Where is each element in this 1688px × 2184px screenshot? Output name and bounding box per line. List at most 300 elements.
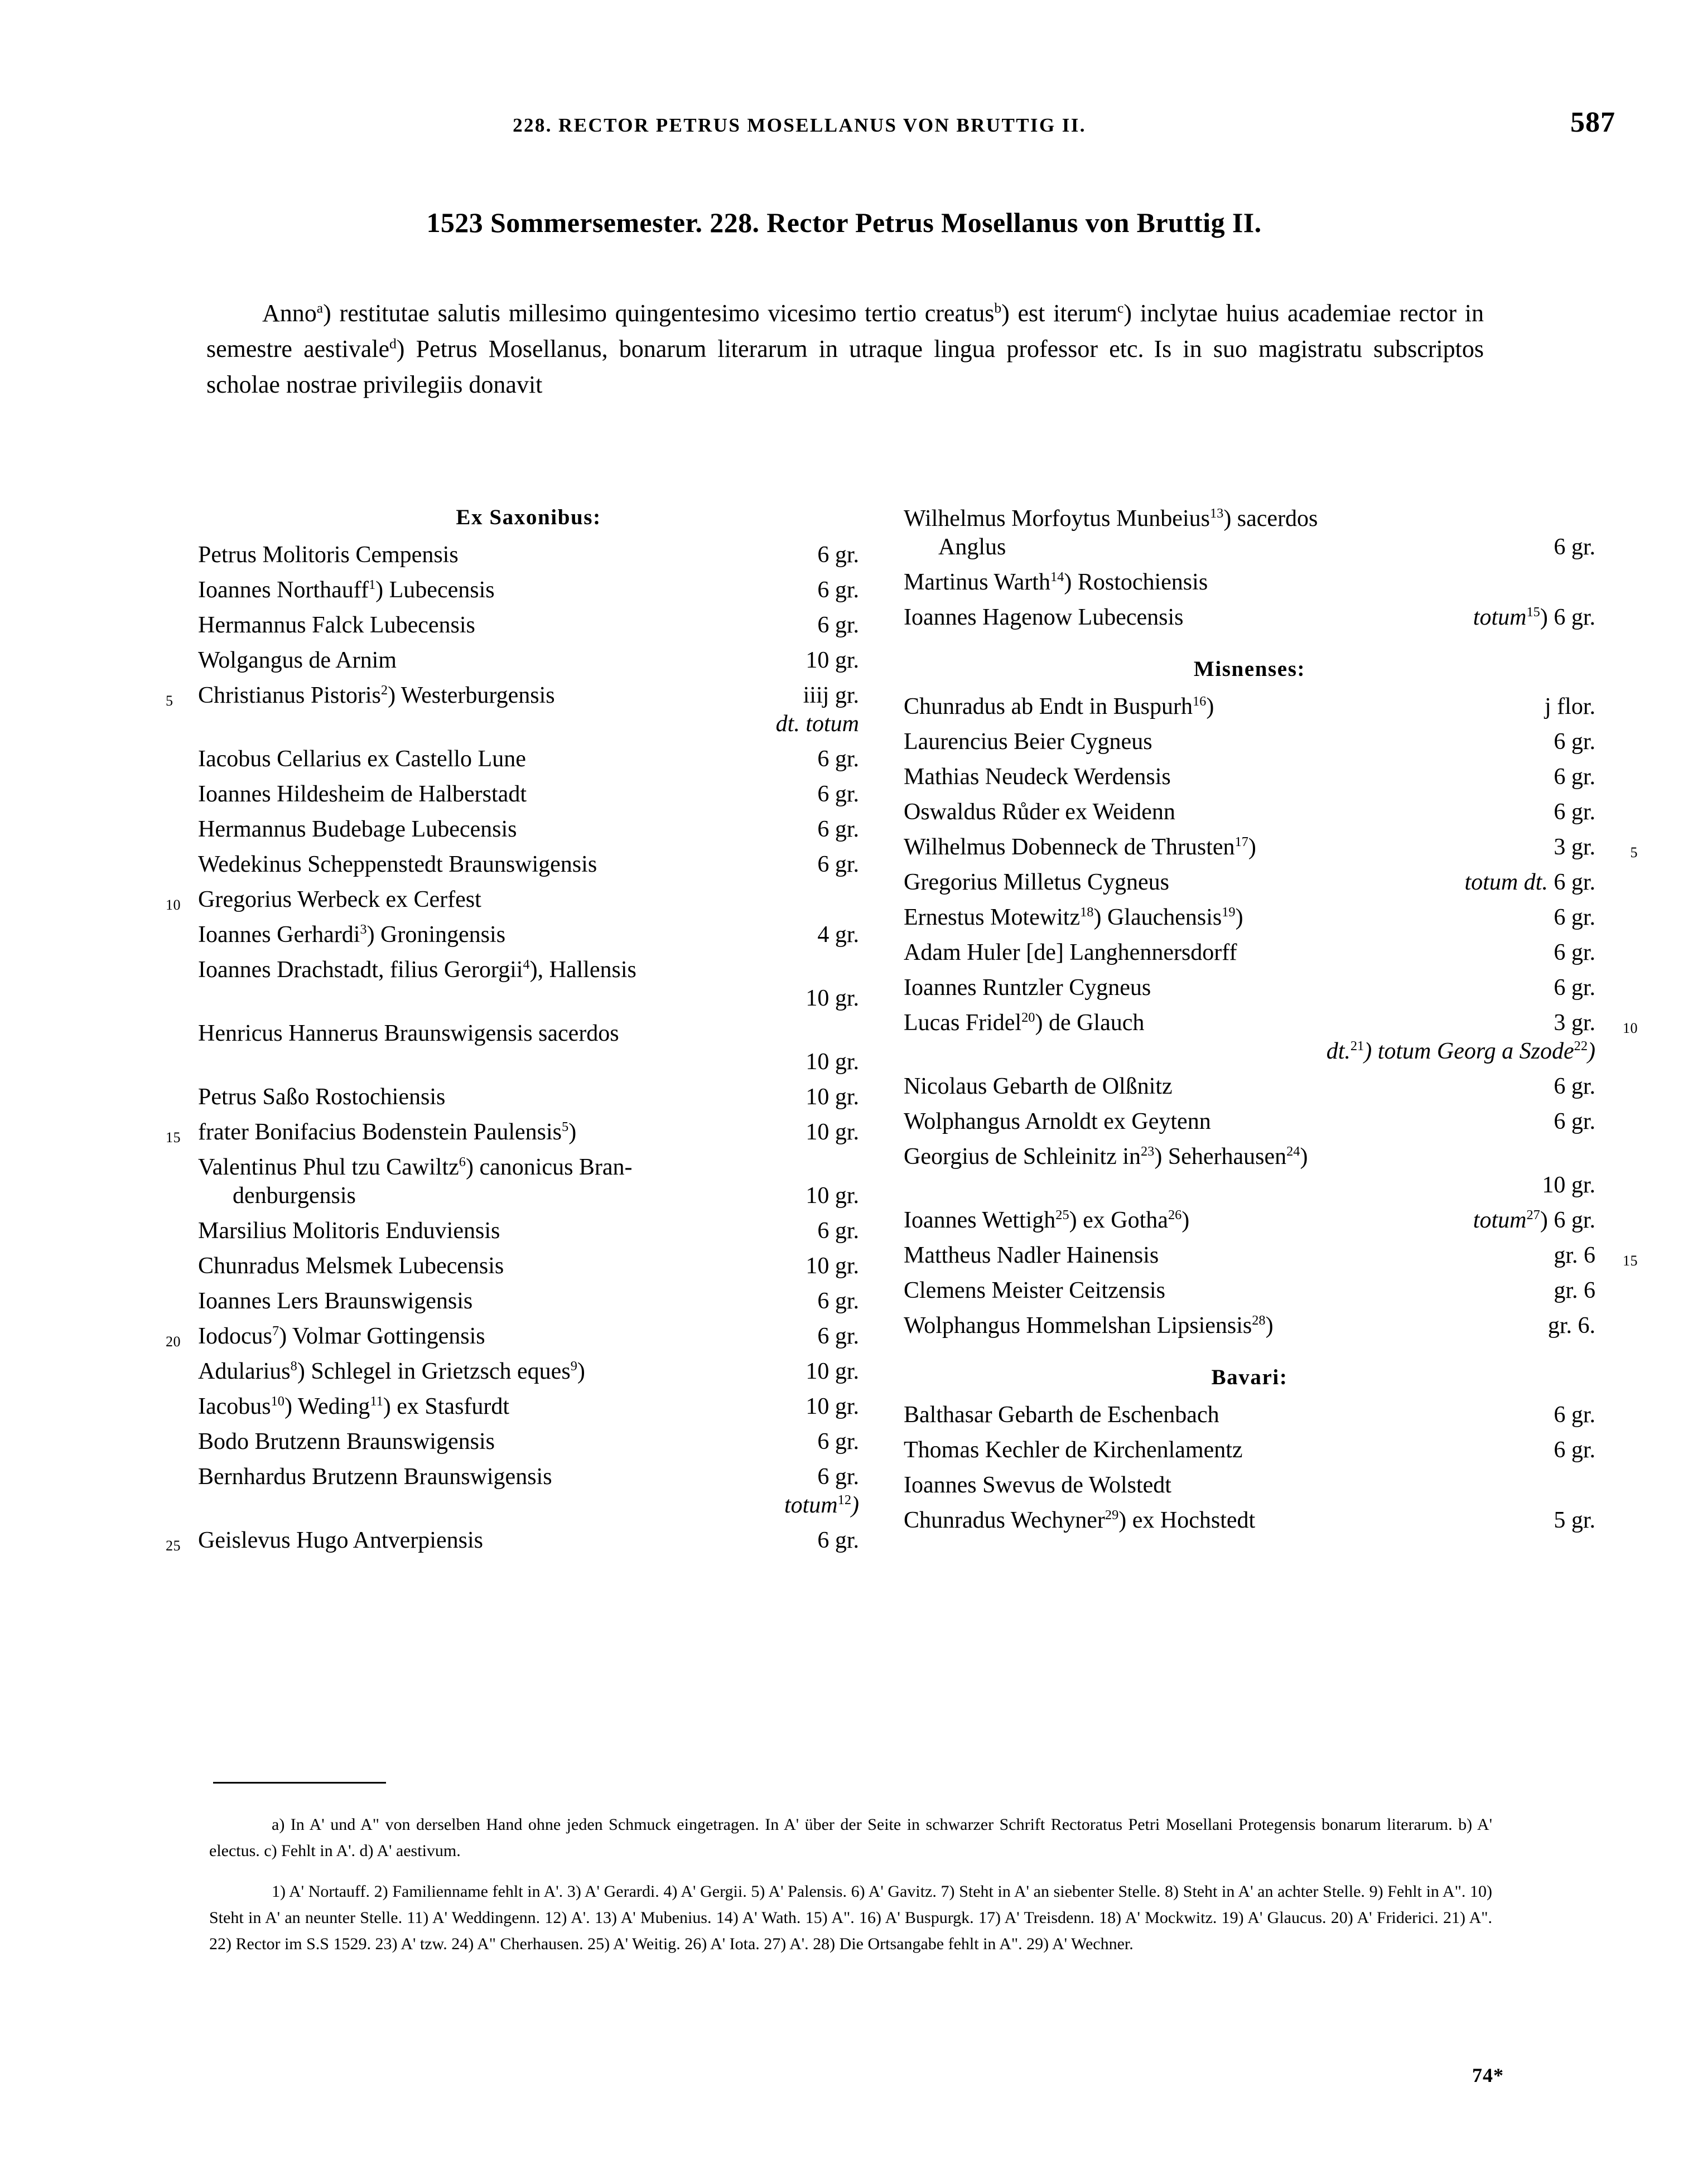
entry-amount-text: 6 gr. xyxy=(817,852,859,877)
entry-amount xyxy=(805,921,859,949)
footnote-ref: 3 xyxy=(360,922,367,937)
entry-amount xyxy=(805,815,859,844)
entry-name xyxy=(904,833,1541,862)
matriculation-entry xyxy=(904,1312,1595,1340)
matriculation-entry xyxy=(198,851,859,879)
entry-amount-text: 6 gr. xyxy=(817,1323,859,1349)
entry-name xyxy=(198,646,793,675)
entry-name-text: Wolphangus Arnoldt ex Geytenn xyxy=(904,1109,1211,1134)
entry-name-text: Wilhelmus Morfoytus Munbeius xyxy=(904,506,1210,531)
entry-amount-text: 6 gr. xyxy=(817,1218,859,1244)
footnote-ref: 22 xyxy=(1574,1038,1588,1054)
entry-amount xyxy=(1541,798,1595,827)
entry-note: ) xyxy=(1588,1038,1595,1064)
matriculation-entry xyxy=(904,1206,1595,1235)
footnote-ref: 17 xyxy=(1234,834,1248,849)
entry-list-saxonibus xyxy=(166,541,859,1555)
entry-amount-text: 6 gr. xyxy=(817,1464,859,1490)
entry-name xyxy=(904,1072,1541,1101)
entry-name-text: ) ex Hochstedt xyxy=(1118,1507,1256,1533)
entry-name-text: Ioannes Wettigh xyxy=(904,1207,1056,1233)
entry-name-text: Balthasar Gebarth de Eschenbach xyxy=(904,1402,1219,1428)
entry-note: 10 gr. xyxy=(806,1049,859,1075)
section-title: 1523 Sommersemester. 228. Rector Petrus Mosellanus von Bruttig II. xyxy=(426,207,1262,238)
matriculation-entry xyxy=(904,1108,1595,1136)
entry-name-text: Nicolaus Gebarth de Olßnitz xyxy=(904,1074,1173,1099)
entry-name xyxy=(198,780,805,809)
entry-name xyxy=(198,745,805,774)
entry-amount-text: gr. 6. xyxy=(1547,1313,1595,1339)
matriculation-entry xyxy=(904,868,1595,897)
entry-amount xyxy=(805,611,859,640)
entry-continuation xyxy=(904,1037,1595,1066)
entry-amount-text: 6 gr. xyxy=(1554,1074,1595,1099)
entry-name xyxy=(904,868,1452,897)
entry-name-continuation: denburgensis xyxy=(233,1183,356,1209)
entry-name-text: Georgius de Schleinitz in xyxy=(904,1144,1141,1170)
matriculation-entry xyxy=(198,611,859,640)
entry-amount-text: iiij gr. xyxy=(803,683,859,708)
entry-amount-text: 6 gr. xyxy=(1554,1402,1595,1428)
entry-name-text: Christianus Pistoris xyxy=(198,683,381,708)
entry-name-text: Laurencius Beier Cygneus xyxy=(904,729,1152,755)
entry-amount xyxy=(793,1083,859,1112)
entry-note: 10 gr. xyxy=(806,985,859,1011)
intro-part-4: ) inclytae huius academiae rector in semestre aestivale xyxy=(206,299,1484,363)
entry-amount xyxy=(805,1322,859,1351)
entry-name-text: Adam Huler [de] Langhennersdorff xyxy=(904,940,1237,965)
entry-name-text: Valentinus Phul tzu Cawiltz xyxy=(198,1154,459,1180)
footnote-ref: 15 xyxy=(1526,605,1540,620)
entry-amount xyxy=(1541,763,1595,791)
entry-name-text: Bernhardus Brutzenn Braunswigensis xyxy=(198,1464,552,1490)
entry-amount xyxy=(793,1357,859,1386)
entry-name-continuation: Anglus xyxy=(938,534,1006,560)
footnote-ref: 24 xyxy=(1286,1144,1300,1159)
entry-name-text: Petrus Saßo Rostochiensis xyxy=(198,1084,446,1110)
entry-name xyxy=(198,851,805,879)
entry-amount xyxy=(805,541,859,569)
entry-name xyxy=(904,798,1541,827)
entry-amount xyxy=(805,1463,859,1491)
matriculation-entry xyxy=(904,505,1595,562)
entry-name-text: Geislevus Hugo Antverpiensis xyxy=(198,1528,483,1553)
group-heading-bavari: Bavari: xyxy=(1211,1365,1288,1389)
matriculation-entry xyxy=(904,1072,1595,1101)
footnote-lettered: a) In A' und A" von derselben Hand ohne jeden Schmuck eingetragen. In A' über der Seite in schwarzer Schrift Rectoratus Petri Mosellani Protegensis bonarum literarum. b) A' electus. c) Fehlt in A'. d) A' aestivum. xyxy=(209,1815,1492,1860)
entry-amount-text: 6 gr. xyxy=(1554,1109,1595,1134)
entry-name xyxy=(904,568,1583,597)
entry-name-text: ) xyxy=(1206,694,1214,719)
matriculation-entry xyxy=(904,939,1595,967)
entry-name-text: Ioannes Gerhardi xyxy=(198,922,360,948)
entry-amount-text: 6 gr. xyxy=(817,577,859,603)
footnote-ref: 4 xyxy=(523,957,530,972)
entry-name xyxy=(198,886,847,914)
entry-name-text: Hermannus Falck Lubecensis xyxy=(198,612,475,638)
entry-name-text: Ioannes Northauff xyxy=(198,577,369,603)
entry-note: 10 gr. xyxy=(1542,1172,1595,1198)
entry-amount xyxy=(1541,1277,1595,1305)
entry-amount-text: 10 gr. xyxy=(806,1119,859,1145)
entry-note: dt. totum xyxy=(775,711,859,737)
entry-name-text: Martinus Warth xyxy=(904,569,1050,595)
matriculation-entry xyxy=(166,1118,859,1147)
matriculation-entry xyxy=(904,1009,1638,1066)
matriculation-entry xyxy=(198,1217,859,1245)
matriculation-entry xyxy=(198,1019,859,1076)
entry-amount xyxy=(793,1252,859,1281)
entry-name-text: Iodocus xyxy=(198,1323,272,1349)
column-right xyxy=(904,505,1638,1542)
matriculation-entry xyxy=(198,956,859,1013)
entry-name-text: Hermannus Budebage Lubecensis xyxy=(198,816,517,842)
matriculation-entry xyxy=(166,1322,859,1351)
entry-name-text: Petrus Molitoris Cempensis xyxy=(198,542,459,568)
entry-name-text: ) Volmar Gottingensis xyxy=(279,1323,485,1349)
entry-amount xyxy=(1536,1312,1595,1340)
entry-name xyxy=(198,1463,805,1491)
entry-amount-text: 10 gr. xyxy=(806,1084,859,1110)
entry-name-text: ) xyxy=(1265,1313,1274,1339)
entry-name-text: ) Groningensis xyxy=(366,922,506,948)
footnote-ref: 1 xyxy=(368,577,376,592)
entry-name-text: Ioannes Hildesheim de Halberstadt xyxy=(198,781,527,807)
entry-amount-text: ј flor. xyxy=(1545,694,1595,719)
entry-name xyxy=(904,974,1541,1002)
entry-name xyxy=(904,939,1541,967)
entry-note: ) totum Georg a Szode xyxy=(1364,1038,1574,1064)
entry-amount-text: 6 gr. xyxy=(817,612,859,638)
footnote-ref: 2 xyxy=(380,683,388,698)
entry-name xyxy=(198,1526,805,1555)
entry-name-text: Chunradus Wechyner xyxy=(904,1507,1105,1533)
entry-name xyxy=(198,921,805,949)
entry-name-text: Wolphangus Hommelshan Lipsiensis xyxy=(904,1313,1252,1339)
entry-name-text: ) Schlegel in Grietzsch eques xyxy=(297,1359,571,1384)
entry-continuation xyxy=(198,1491,859,1520)
entry-name xyxy=(198,815,805,844)
line-number: 10 xyxy=(166,897,181,913)
entry-amount-text: 3 gr. xyxy=(1554,1010,1595,1036)
entry-amount xyxy=(1541,939,1595,967)
entry-amount xyxy=(1541,1108,1595,1136)
entry-name xyxy=(198,1357,793,1386)
entry-continuation xyxy=(198,1048,859,1076)
footnote-ref: 12 xyxy=(837,1492,851,1507)
entry-name-text: ) ex Stasfurdt xyxy=(383,1394,510,1419)
matriculation-entry xyxy=(198,745,859,774)
matriculation-entry xyxy=(904,974,1595,1002)
matriculation-entry xyxy=(198,646,859,675)
entry-amount-text: 6 gr. xyxy=(817,816,859,842)
entry-name-text: Gregorius Werbeck ex Cerfest xyxy=(198,887,481,912)
entry-name-text: ) Westerburgensis xyxy=(388,683,555,708)
entry-note: totum xyxy=(784,1492,838,1518)
footnote-ref: 7 xyxy=(272,1323,279,1339)
entry-amount xyxy=(1461,1206,1595,1235)
matriculation-entry xyxy=(198,576,859,605)
entry-name-text: Wilhelmus Dobenneck de Thrusten xyxy=(904,834,1235,860)
entry-name xyxy=(198,956,847,984)
footnote-ref: 11 xyxy=(370,1394,383,1409)
matriculation-entry xyxy=(904,693,1595,721)
entry-name xyxy=(904,903,1541,932)
entry-name xyxy=(904,1143,1583,1171)
matriculation-entry xyxy=(904,603,1595,632)
entry-name xyxy=(198,1393,793,1421)
entry-name xyxy=(904,505,1583,533)
matriculation-entry xyxy=(904,728,1595,756)
matriculation-entry xyxy=(198,921,859,949)
entry-name-text: Mattheus Nadler Hainensis xyxy=(904,1243,1159,1268)
entry-amount xyxy=(1541,903,1595,932)
entry-amount xyxy=(1541,1241,1595,1270)
footnote-ref: 29 xyxy=(1105,1507,1119,1523)
entry-name xyxy=(198,1322,805,1351)
entry-amount xyxy=(791,682,859,710)
entry-note: totum xyxy=(1473,605,1527,630)
line-number: 5 xyxy=(1630,844,1638,861)
entry-name xyxy=(904,763,1541,791)
entry-name-text: Bodo Brutzenn Braunswigensis xyxy=(198,1429,495,1455)
matriculation-entry xyxy=(198,1083,859,1112)
matriculation-entry xyxy=(198,1252,859,1281)
matriculation-entry xyxy=(198,1153,859,1210)
entry-name-text: ) Weding xyxy=(284,1394,370,1419)
entry-amount-text: 10 gr. xyxy=(806,1359,859,1384)
entry-name xyxy=(904,1108,1541,1136)
entry-amount-text: 10 gr. xyxy=(806,648,859,673)
line-number: 20 xyxy=(166,1333,181,1350)
line-number: 10 xyxy=(1623,1020,1638,1036)
footnote-ref: 28 xyxy=(1252,1313,1266,1328)
intro-part-1: Anno xyxy=(262,299,317,327)
footnote-ref: 19 xyxy=(1222,905,1236,920)
entry-name-text: ), Hallensis xyxy=(529,957,636,983)
entry-continuation xyxy=(198,710,859,738)
entry-amount-text: 6 gr. xyxy=(817,781,859,807)
matriculation-entry xyxy=(198,815,859,844)
entry-name xyxy=(198,1153,847,1182)
running-head-title: 228. RECTOR PETRUS MOSELLANUS VON BRUTTIG II. xyxy=(513,114,1086,136)
entry-name-text: Ioannes Lers Braunswigensis xyxy=(198,1288,473,1314)
matriculation-entry xyxy=(904,1471,1595,1500)
entry-amount: 6 gr. xyxy=(1554,534,1595,560)
matriculation-entry xyxy=(904,1506,1595,1535)
intro-paragraph xyxy=(206,296,1484,403)
entry-name-text: ) Rostochiensis xyxy=(1064,569,1208,595)
entry-amount xyxy=(1541,974,1595,1002)
entry-list-misnenses xyxy=(904,693,1638,1340)
entry-amount xyxy=(793,1118,859,1147)
entry-name-text: ) sacerdos xyxy=(1223,506,1318,531)
entry-amount-text: 6 gr. xyxy=(817,1528,859,1553)
entry-amount xyxy=(1541,728,1595,756)
entry-note: ) xyxy=(851,1492,859,1518)
entry-name xyxy=(198,1287,805,1316)
entry-name-text: ) canonicus Bran- xyxy=(465,1154,633,1180)
footnote-ref: 23 xyxy=(1140,1144,1155,1159)
matriculation-entry xyxy=(198,1393,859,1421)
matriculation-entry xyxy=(198,1463,859,1520)
entry-name xyxy=(198,1217,805,1245)
entry-name-text: ) Lubecensis xyxy=(375,577,495,603)
entry-amount-text: 6 gr. xyxy=(1554,1437,1595,1463)
entry-amount xyxy=(1461,603,1595,632)
entry-amount xyxy=(805,1287,859,1316)
intro-part-5: ) Petrus Mosellanus, bonarum literarum in utraque lingua professor etc. xyxy=(396,335,1144,363)
entry-amount-text: 6 gr. xyxy=(1554,799,1595,825)
entry-name-text: Ioannes Drachstadt, filius Gerorgii xyxy=(198,957,523,983)
entry-amount-text: gr. 6 xyxy=(1554,1278,1595,1303)
entry-name-text: Chunradus Melsmek Lubecensis xyxy=(198,1253,504,1279)
entry-amount-text: 6 gr. xyxy=(1554,975,1595,1001)
entry-name xyxy=(198,1118,793,1147)
entry-name xyxy=(904,1401,1541,1429)
matriculation-entry xyxy=(904,1143,1595,1200)
entry-amount xyxy=(1541,833,1595,862)
entry-amount xyxy=(1541,1009,1595,1037)
footnote-numbered: 1) A' Nortauff. 2) Familienname fehlt in A'. 3) A' Gerardi. 4) A' Gergii. 5) A' Palensis. 6) A' Gavitz. 7) Steht in A' an siebenter Stelle. 8) Steht in A' an achter Stelle. 9) Fehlt in A". 10) Steht in A' an neunter Stelle. 11) A' Weddingenn. 12) A'. 13) A' Mubenius. 14) A' Wath. 15) A". 16) A' Buspurgk. 17) A' Treisdenn. 18) A' Mockwitz. 19) A' Glaucus. 20) A' Friderici. 21) A". 22) Rector im S.S 1529. 23) A' tzw. 24) A" Cherhausen. 25) A' Weitig. 26) A' Iota. 27) A'. 28) Die Ortsangabe fehlt in A". 29) A' Wechner. xyxy=(209,1882,1492,1953)
entry-name-text: Adularius xyxy=(198,1359,291,1384)
entry-amount xyxy=(793,1393,859,1421)
sheet-signature: 74* xyxy=(1472,2064,1504,2086)
entry-amount xyxy=(793,646,859,675)
entry-name xyxy=(198,682,791,710)
entry-name xyxy=(904,728,1541,756)
footnote-ref: 18 xyxy=(1080,905,1094,920)
footnote-ref-b: b xyxy=(994,299,1002,316)
footnote-ref: 9 xyxy=(570,1359,577,1374)
entry-note: dt. xyxy=(1326,1038,1351,1064)
entry-amount-text: 10 gr. xyxy=(806,1253,859,1279)
entry-amount xyxy=(1541,1436,1595,1465)
intro-part-3: ) est iterum xyxy=(1001,299,1118,327)
column-left xyxy=(166,505,859,1562)
footnote-ref-c: c xyxy=(1117,299,1124,316)
entry-continuation xyxy=(198,984,859,1013)
entry-name-text: ) xyxy=(1248,834,1256,860)
entry-name-text: Wolgangus de Arnim xyxy=(198,648,397,673)
matriculation-entry xyxy=(166,886,859,914)
matriculation-entry xyxy=(198,780,859,809)
entry-name-text: ) xyxy=(1235,905,1243,930)
entry-amount xyxy=(805,1428,859,1456)
entry-note: totum dt. xyxy=(1464,869,1548,895)
entry-list-bavari xyxy=(904,1401,1595,1535)
footnote-divider xyxy=(213,1782,386,1784)
matriculation-entry xyxy=(198,1428,859,1456)
entry-name xyxy=(904,1241,1541,1270)
footnote-ref: 6 xyxy=(459,1154,466,1170)
footnote-ref: 5 xyxy=(562,1119,569,1134)
entry-amount xyxy=(1541,1401,1595,1429)
footnote-ref-d: d xyxy=(389,335,397,352)
entry-amount-text: 6 gr. xyxy=(1554,729,1595,755)
matriculation-entry xyxy=(904,833,1638,862)
entry-amount xyxy=(805,1526,859,1555)
entry-amount-text: 6 gr. xyxy=(1554,905,1595,930)
intro-part-2: ) restitutae salutis millesimo quingentesimo vicesimo tertio creatus xyxy=(323,299,995,327)
footnote-ref: 13 xyxy=(1209,506,1224,521)
entry-name-text: Henricus Hannerus Braunswigensis sacerdos xyxy=(198,1021,619,1046)
entry-amount-text: 6 gr. xyxy=(1554,1207,1595,1233)
matriculation-entry xyxy=(198,1357,859,1386)
matriculation-entry xyxy=(904,568,1595,597)
entry-amount-text: 6 gr. xyxy=(817,1429,859,1455)
entry-name-text: ) xyxy=(1181,1207,1190,1233)
matriculation-entry xyxy=(904,1401,1595,1429)
entry-name-text: Marsilius Molitoris Enduviensis xyxy=(198,1218,500,1244)
entry-amount-text: 6 gr. xyxy=(1554,764,1595,790)
entry-name xyxy=(198,611,805,640)
entry-name-text: Thomas Kechler de Kirchenlamentz xyxy=(904,1437,1243,1463)
entry-continuation xyxy=(904,1171,1595,1200)
entry-name-text: frater Bonifacius Bodenstein Paulensis xyxy=(198,1119,562,1145)
footnote-ref: 8 xyxy=(290,1359,297,1374)
entry-name-text: ) xyxy=(1300,1144,1308,1170)
entry-name-text: ) Seherhausen xyxy=(1154,1144,1287,1170)
entry-name-text: Iacobus Cellarius ex Castello Lune xyxy=(198,746,526,772)
matriculation-entry xyxy=(166,682,859,738)
entry-name-text: Wedekinus Scheppenstedt Braunswigensis xyxy=(198,852,597,877)
entry-name xyxy=(198,1083,793,1112)
entry-amount-text: 4 gr. xyxy=(817,922,859,948)
footnote-ref: 27 xyxy=(1526,1207,1540,1223)
entry-name xyxy=(198,541,805,569)
line-number: 15 xyxy=(1623,1253,1638,1269)
running-head xyxy=(0,106,1688,139)
page-number: 587 xyxy=(1570,107,1615,138)
footnote-ref: 21 xyxy=(1350,1038,1364,1054)
entry-amount-text: gr. 6 xyxy=(1554,1243,1595,1268)
entry-name xyxy=(198,1252,793,1281)
line-number: 15 xyxy=(166,1129,181,1146)
entry-name xyxy=(198,1428,805,1456)
matriculation-entry xyxy=(904,1436,1595,1465)
entry-amount-text: 6 gr. xyxy=(1554,869,1595,895)
matriculation-entry xyxy=(904,763,1595,791)
footnote-block xyxy=(209,1811,1492,1957)
entry-list-saxonibus-cont xyxy=(904,505,1595,632)
footnote-ref: 10 xyxy=(271,1394,284,1409)
entry-amount xyxy=(805,851,859,879)
footnote-ref-a: a xyxy=(316,299,324,316)
entry-name-text: ) xyxy=(577,1359,585,1384)
entry-name-text: ) de Glauch xyxy=(1035,1010,1145,1036)
matriculation-entry xyxy=(198,541,859,569)
line-number: 5 xyxy=(166,693,173,709)
matriculation-entry xyxy=(904,798,1595,827)
entry-note: ) xyxy=(1540,605,1548,630)
entry-amount xyxy=(805,576,859,605)
entry-amount-text: 6 gr. xyxy=(1554,940,1595,965)
entry-name-text: Lucas Fridel xyxy=(904,1010,1022,1036)
matriculation-entry xyxy=(904,1241,1638,1270)
entry-name xyxy=(904,1506,1541,1535)
entry-name xyxy=(198,576,805,605)
entry-amount xyxy=(1452,868,1595,897)
entry-name-text: Ioannes Hagenow Lubecensis xyxy=(904,605,1184,630)
entry-name xyxy=(904,1009,1541,1037)
entry-amount-text: 6 gr. xyxy=(817,1288,859,1314)
entry-amount: 10 gr. xyxy=(806,1183,859,1209)
entry-amount xyxy=(1541,1506,1595,1535)
entry-amount xyxy=(805,745,859,774)
entry-name-text: Mathias Neudeck Werdensis xyxy=(904,764,1171,790)
matriculation-entry xyxy=(904,1277,1595,1305)
